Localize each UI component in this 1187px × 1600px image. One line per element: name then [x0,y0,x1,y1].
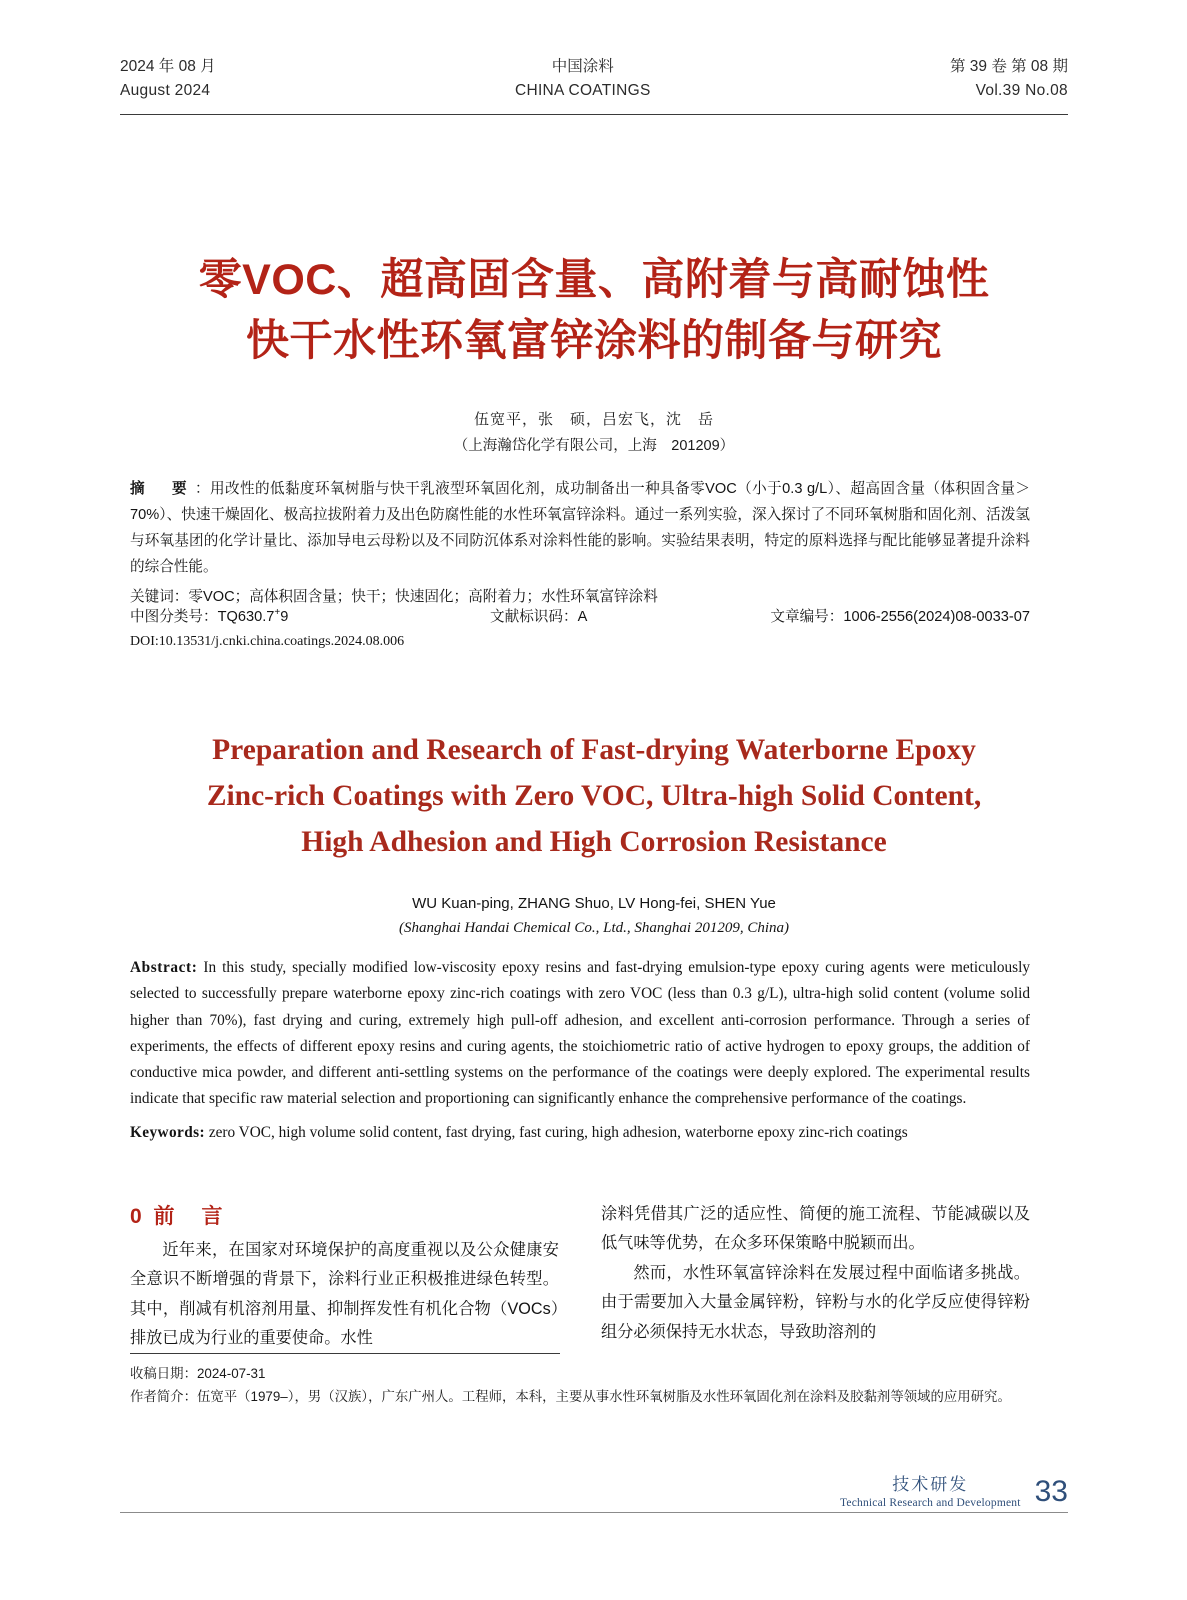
chinese-keywords-label: 关键词 [130,588,174,605]
chinese-abstract-text: ：用改性的低黏度环氧树脂与快干乳液型环氧固化剂，成功制备出一种具备零VOC（小于0.3 g/L）、超高固含量（体积固含量＞70%）、快速干燥固化、极高拉拔附着力及出色防腐性能的水性环氧富锌涂料。通过一系列实验，深入探讨了不同环氧树脂和固化剂、活泼氢与环氧基团的化学计量比、添加导电云母粉以及不同防沉体系对涂料性能的影响。实验结果表明，特定的原料选择与配比能够显著提升涂料的综合性能。 [130,481,1030,575]
clc-superscript: + [274,607,281,619]
english-affiliation: (Shanghai Handai Chemical Co., Ltd., Shanghai 201209, China) [399,920,789,936]
document-code-label: 文献标识码 [490,609,563,625]
chinese-abstract-block [130,477,1030,611]
english-title-line1: Preparation and Research of Fast-drying Waterborne Epoxy [212,734,976,766]
english-abstract [130,955,1030,1113]
chinese-title-line1: 零VOC、超高固含量、高附着与高耐蚀性 [198,256,990,304]
document-code-value: ：A [562,609,588,625]
footnote-divider [130,1353,560,1354]
volume-issue-en: Vol.39 No.08 [975,82,1068,100]
section-heading [130,1200,559,1230]
english-title-line3: High Adhesion and High Corrosion Resistance [301,826,887,859]
body-column-left [130,1200,559,1350]
paragraph: 然而，水性环氧富锌涂料在发展过程中面临诸多挑战。由于需要加入大量金属锌粉，锌粉与水的化学反应使得锌粉组分必须保持无水状态，导致助溶剂的 [601,1263,1030,1341]
journal-name-cn: 中国涂料 [551,58,614,75]
author-bio-value: ：伍宽平（1979–），男（汉族），广东广州人。工程师，本科，主要从事水性环氧树脂及水性环氧固化剂在涂料及胶黏剂等领域的应用研究。 [183,1389,1011,1405]
author-bio [130,1385,1030,1408]
footer-section-en: Technical Research and Development [839,1497,1021,1509]
article-number-label: 文章编号 [770,609,829,625]
article-number [760,605,1030,626]
issue-date-en: August 2024 [120,82,211,100]
running-head-right [950,55,1068,103]
english-keywords [130,1120,1030,1146]
document-code [490,605,760,626]
english-keywords-label: Keywords: [130,1124,205,1141]
chinese-authors: 伍宽平，张 硕，吕宏飞，沈 岳 [473,411,714,428]
clc-value: ：TQ630.7 [202,609,275,625]
running-head [120,55,1068,103]
chinese-title [120,250,1068,372]
footer-section-name [840,1470,1021,1509]
volume-issue-cn: 第 39 卷 第 08 期 [949,58,1068,75]
footer-content [840,1470,1068,1509]
english-authors: WU Kuan-ping, ZHANG Shuo, LV Hong-fei, SHEN Yue [412,895,776,912]
received-date-label: 收稿日期 [130,1366,184,1381]
footer-section-cn: 技术研发 [892,1475,969,1494]
footer-divider [120,1512,1068,1513]
english-title-line2: Zinc-rich Coatings with Zero VOC, Ultra-high Solid Content, [206,780,982,813]
clc-label: 中图分类号 [130,609,203,625]
paragraph: 涂料凭借其广泛的适应性、简便的施工流程、节能减碳以及低气味等优势，在众多环保策略中脱颖而出。 [601,1205,1030,1253]
chinese-abstract [130,477,1030,581]
article-number-value: ：1006-2556(2024)08-0033-07 [828,609,1030,625]
body-column-right [601,1200,1030,1350]
page-footer [120,1470,1068,1540]
page-number: 33 [1034,1475,1068,1508]
clc-number [130,605,490,626]
received-date [130,1362,1030,1385]
running-head-center [515,55,651,103]
footnote-block [130,1362,1030,1408]
journal-name-en: CHINA COATINGS [514,82,651,100]
section-title: 前 言 [153,1205,226,1228]
doi-line: DOI:10.13531/j.cnki.china.coatings.2024.08.006 [130,634,405,649]
chinese-keywords-text: ：零VOC；高体积固含量；快干；快速固化；高附着力；水性环氧富锌涂料 [173,588,658,605]
english-abstract-text: In this study, specially modified low-viscosity epoxy resins and fast-drying emulsion-type epoxy curing agents were meticulously selected to successfully prepare waterborne epoxy zinc-rich coatings with zero VOC (less than 0.3 g/L), ultra-high solid content (volume solid higher than 70%), fast drying and curing, extremely high pull-off adhesion, and excellent anti-corrosion performance. Through a series of experiments, the effects of different epoxy resins and curing agents, the stoichiometric ratio of active hydrogen to epoxy groups, the addition of conductive mica powder, and different anti-settling systems on the performance of the coatings were deeply explored. The experimental results indicate that specific raw material selection and proportioning can significantly enhance the comprehensive performance of the coatings. [130,959,1030,1108]
chinese-affiliation: （上海瀚岱化学有限公司，上海 201209） [453,438,735,454]
received-date-value: ：2024-07-31 [183,1366,266,1381]
classification-row [130,605,1030,626]
running-head-left [120,55,216,103]
paragraph: 近年来，在国家对环境保护的高度重视以及公众健康安全意识不断增强的背景下，涂料行业正积极推进绿色转型。其中，削减有机溶剂用量、抑制挥发性有机化合物（VOCs）排放已成为行业的重要使命。水性 [130,1241,559,1348]
english-title [120,727,1068,865]
issue-date-cn: 2024 年 08 月 [120,58,216,75]
english-keywords-text: zero VOC, high volume solid content, fast drying, fast curing, high adhesion, waterborne epoxy zinc-rich coatings [208,1124,908,1141]
header-divider [120,114,1068,115]
section-number: 0 [130,1205,145,1228]
chinese-abstract-label: 摘 要 [130,481,194,497]
chinese-title-line2: 快干水性环氧富锌涂料的制备与研究 [246,317,942,366]
author-bio-label: 作者简介 [130,1389,184,1405]
clc-tail: 9 [280,609,289,625]
english-abstract-label: Abstract: [130,959,198,976]
body-columns [130,1200,1030,1350]
